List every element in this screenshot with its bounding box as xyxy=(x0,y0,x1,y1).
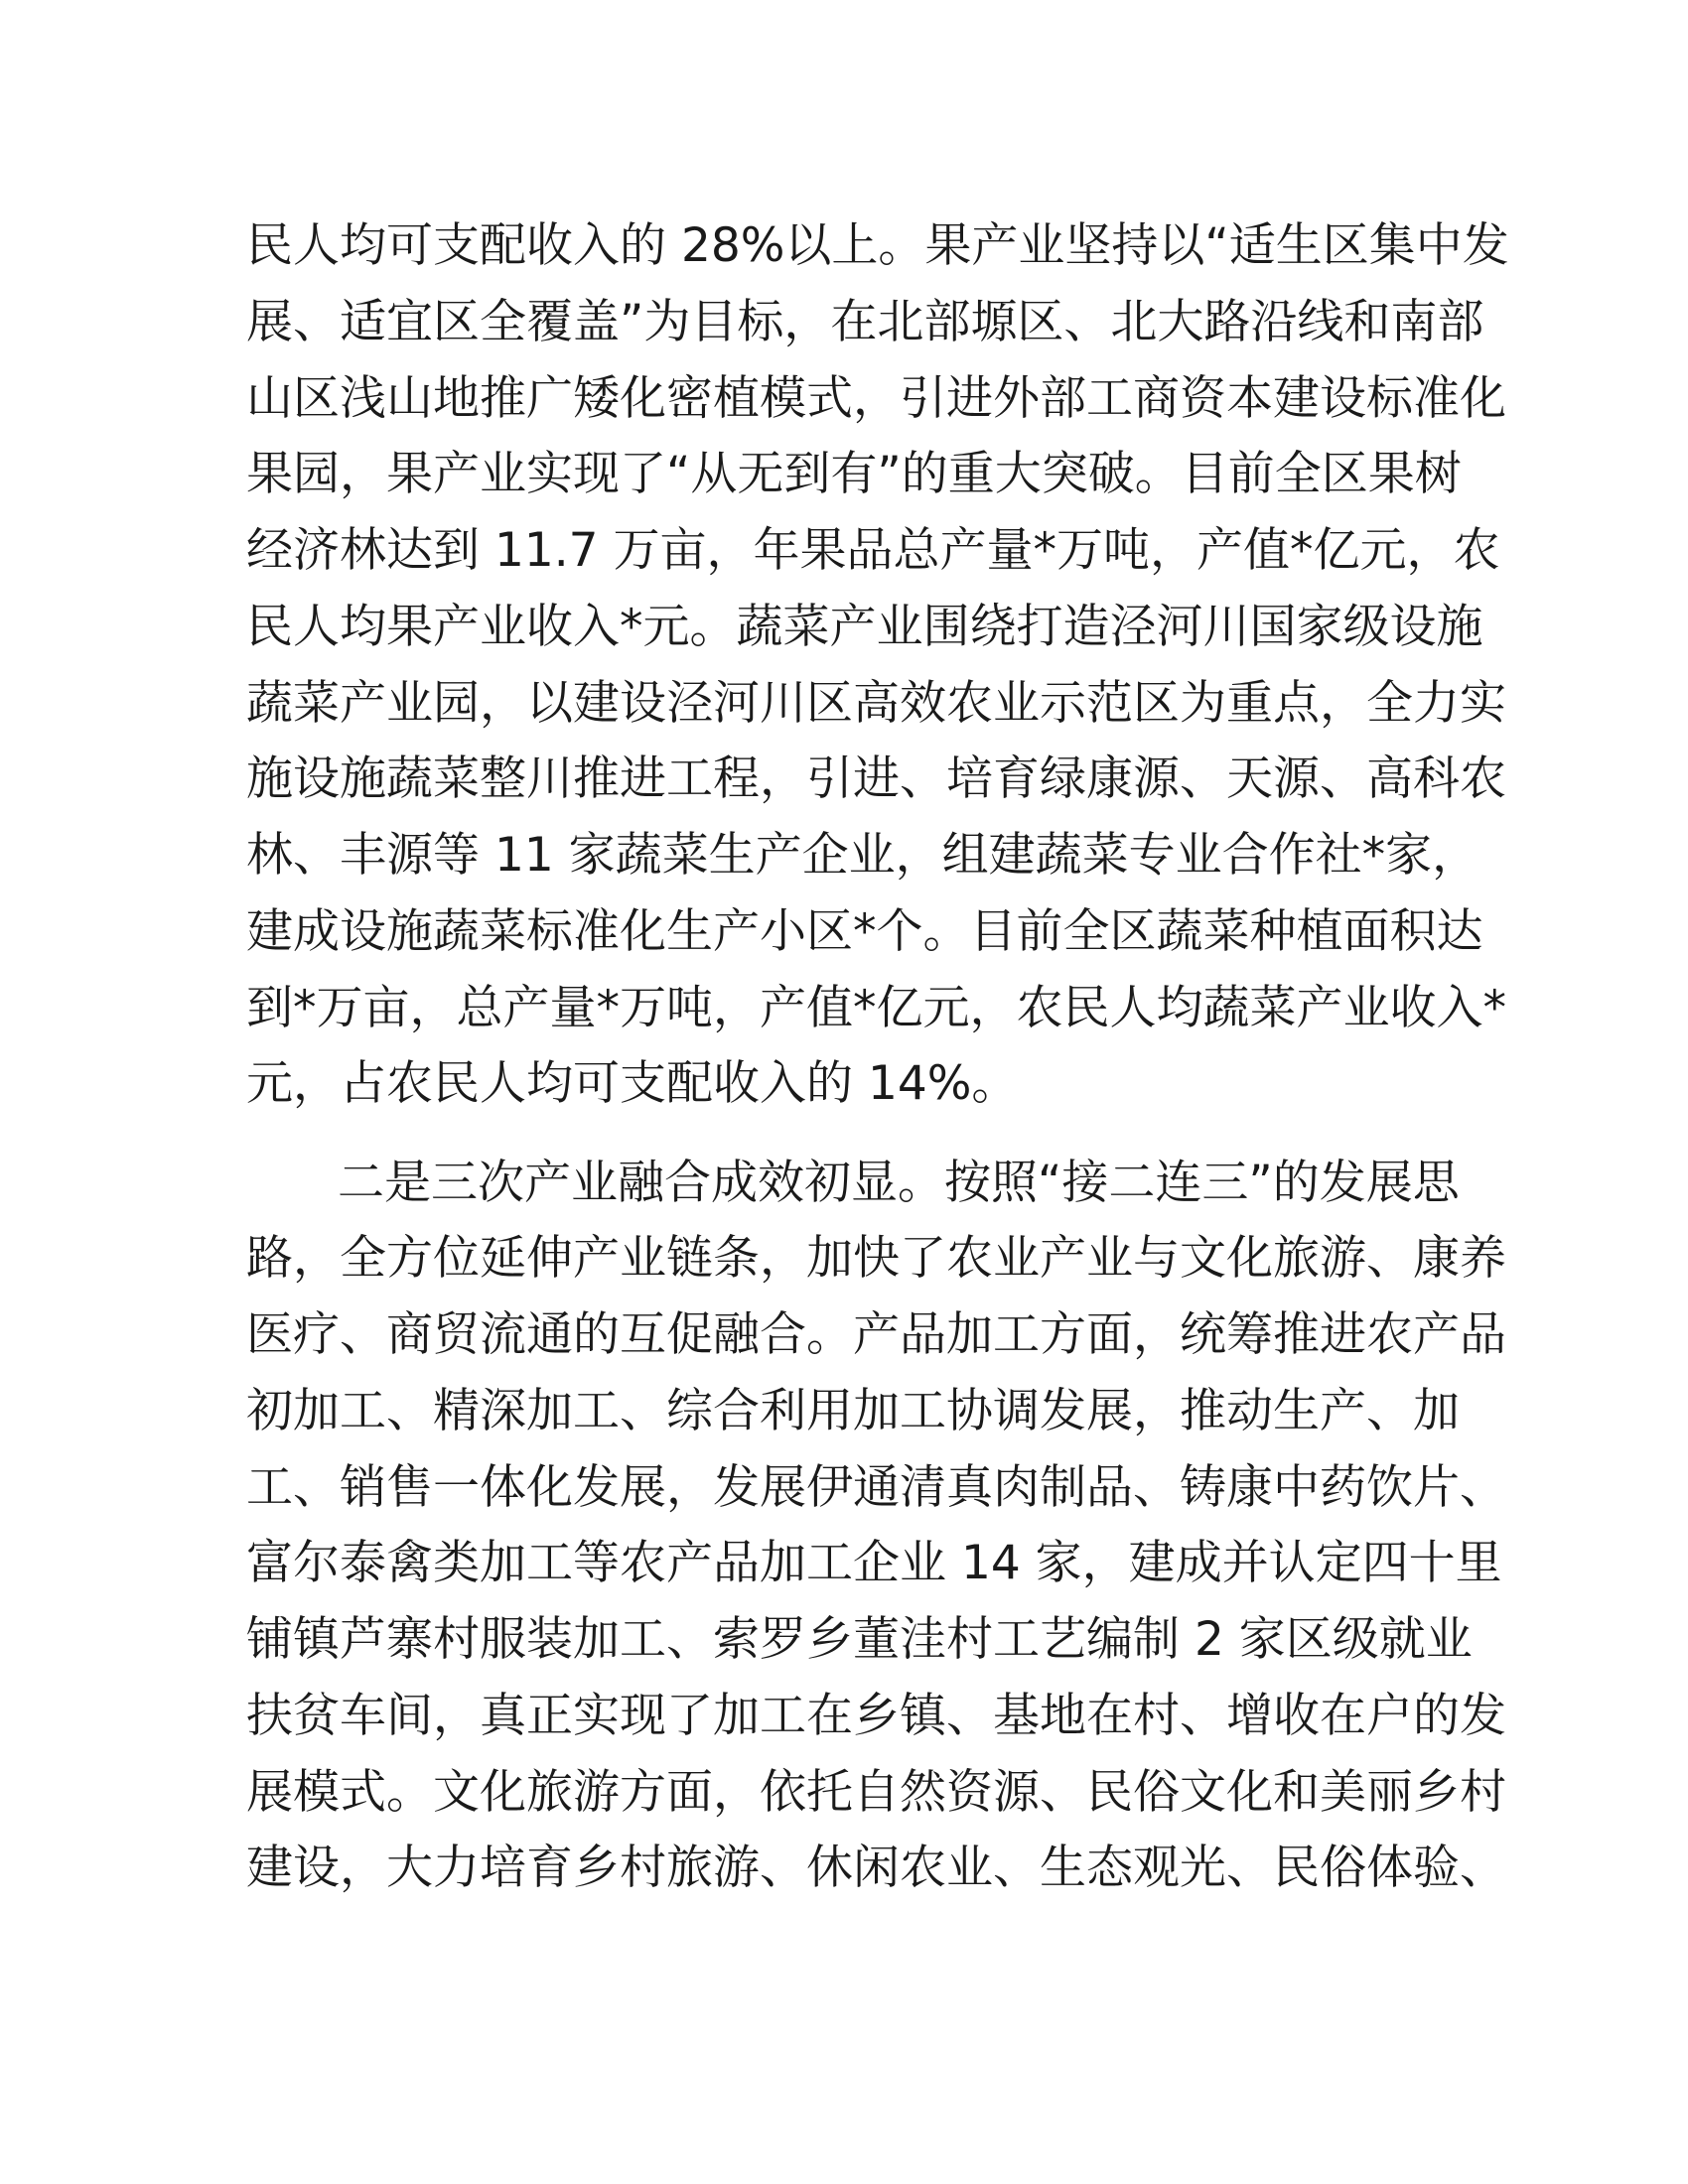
paragraph-2-line-4: 初加工、精深加工、综合利用加工协调发展，推动生产、加 xyxy=(246,1384,1460,1438)
paragraph-2-line-1: 二是三次产业融合成效初显。按照“接二连三”的发展思 xyxy=(338,1156,1460,1210)
paragraph-1-line-7: 蔬菜产业园，以建设泾河川区高效农业示范区为重点，全力实 xyxy=(246,676,1506,731)
paragraph-2-line-8: 扶贫车间，真正实现了加工在乡镇、基地在村、增收在户的发 xyxy=(246,1689,1506,1743)
paragraph-2-line-3: 医疗、商贸流通的互促融合。产品加工方面，统筹推进农产品 xyxy=(246,1307,1506,1362)
paragraph-2-line-7: 铺镇芦寨村服装加工、索罗乡董洼村工艺编制 2 家区级就业 xyxy=(246,1612,1473,1667)
paragraph-1-line-9: 林、丰源等 11 家蔬菜生产企业，组建蔬菜专业合作社*家， xyxy=(246,828,1479,883)
paragraph-1-line-4: 果园，果产业实现了“从无到有”的重大突破。目前全区果树 xyxy=(246,447,1462,501)
paragraph-1-line-6: 民人均果产业收入*元。蔬菜产业围绕打造泾河川国家级设施 xyxy=(246,600,1483,654)
paragraph-2-line-5: 工、销售一体化发展，发展伊通清真肉制品、铸康中药饮片、 xyxy=(246,1460,1506,1515)
paragraph-2-line-10: 建设，大力培育乡村旅游、休闲农业、生态观光、民俗体验、 xyxy=(246,1841,1506,1895)
paragraph-1-line-2: 展、适宜区全覆盖”为目标，在北部塬区、北大路沿线和南部 xyxy=(246,295,1484,349)
paragraph-1-line-5: 经济林达到 11.7 万亩，年果品总产量*万吨，产值*亿元，农 xyxy=(246,523,1500,578)
paragraph-2-line-6: 富尔泰禽类加工等农产品加工企业 14 家，建成并认定四十里 xyxy=(246,1536,1502,1590)
paragraph-1-line-1: 民人均可支配收入的 28%以上。果产业坚持以“适生区集中发 xyxy=(246,218,1509,273)
paragraph-1-line-10: 建成设施蔬菜标准化生产小区*个。目前全区蔬菜种植面积达 xyxy=(246,904,1483,959)
paragraph-2-line-2: 路，全方位延伸产业链条，加快了农业产业与文化旅游、康养 xyxy=(246,1231,1506,1286)
paragraph-1-line-3: 山区浅山地推广矮化密植模式，引进外部工商资本建设标准化 xyxy=(246,371,1506,426)
paragraph-1-line-12: 元，占农民人均可支配收入的 14%。 xyxy=(246,1056,1019,1111)
paragraph-1-line-11: 到*万亩，总产量*万吨，产值*亿元，农民人均蔬菜产业收入* xyxy=(246,981,1506,1035)
paragraph-1-line-8: 施设施蔬菜整川推进工程，引进、培育绿康源、天源、高科农 xyxy=(246,751,1506,806)
paragraph-2-line-9: 展模式。文化旅游方面，依托自然资源、民俗文化和美丽乡村 xyxy=(246,1765,1506,1820)
